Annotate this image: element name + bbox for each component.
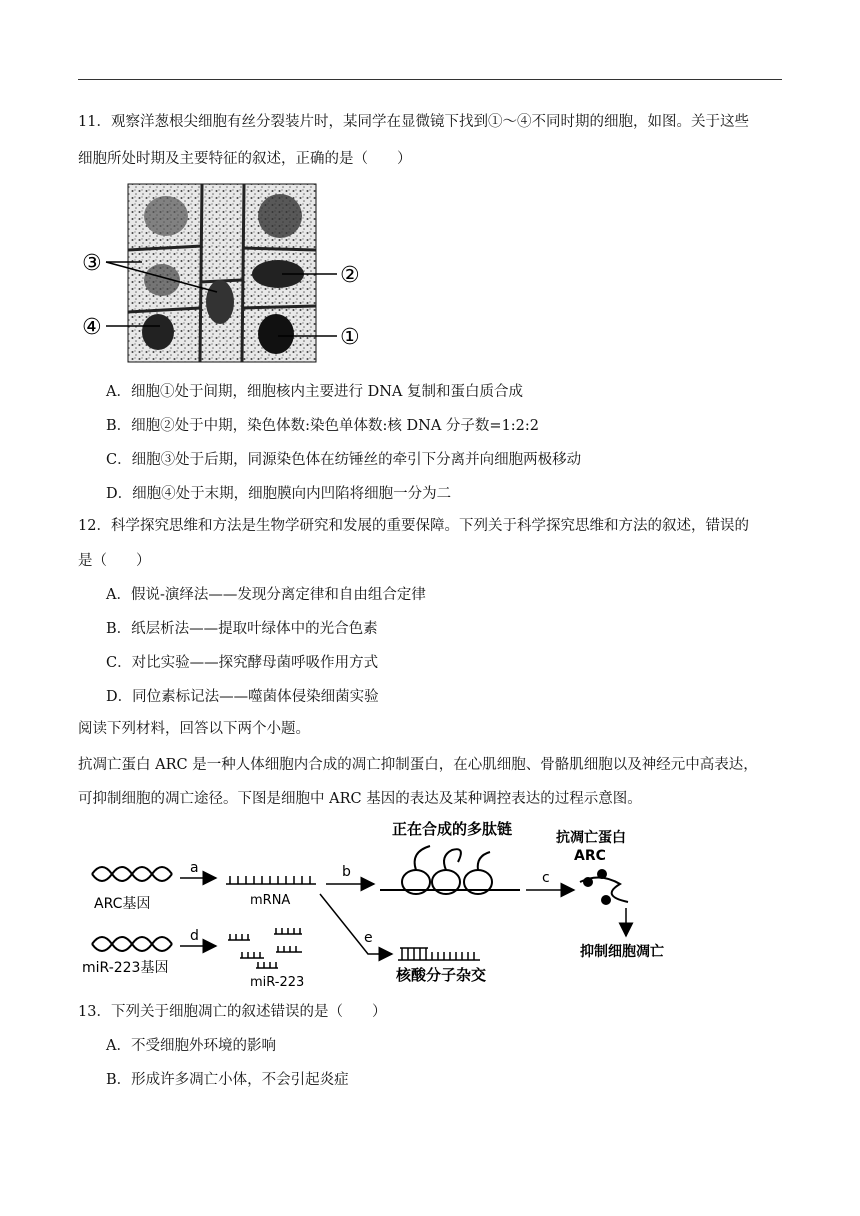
q11-option-c: C．细胞③处于后期，同源染色体在纺锤丝的牵引下分离并向细胞两极移动 <box>106 452 582 468</box>
label-3: ③ <box>82 251 102 276</box>
material-line2: 可抑制细胞的凋亡途径。下图是细胞中 ARC 基因的表达及某种调控表达的过程示意图。 <box>78 791 642 807</box>
arc-protein-label-2: ARC <box>574 848 606 864</box>
label-c: c <box>542 870 550 886</box>
q13-option-a: A．不受细胞外环境的影响 <box>106 1038 276 1054</box>
polypeptide-label: 正在合成的多肽链 <box>392 820 513 838</box>
arc-gene-helix-icon <box>92 867 172 881</box>
q11-option-d: D．细胞④处于末期，细胞膜向内凹陷将细胞一分为二 <box>106 486 452 502</box>
label-b: b <box>342 864 351 880</box>
mir223-label: miR-223 <box>250 975 305 988</box>
arrow-e <box>320 894 392 954</box>
material-line1: 抗凋亡蛋白 ARC 是一种人体细胞内合成的凋亡抑制蛋白，在心肌细胞、骨骼肌细胞以及神经元中高表达， <box>78 757 758 773</box>
mrna-strand <box>226 876 316 884</box>
q12-option-b: B．纸层析法——提取叶绿体中的光合色素 <box>106 621 378 637</box>
header-rule <box>78 79 782 80</box>
q13-stem: 13．下列关于细胞凋亡的叙述错误的是（ ） <box>78 1004 387 1020</box>
q11-stem-line1: 11．观察洋葱根尖细胞有丝分裂装片时，某同学在显微镜下找到①～④不同时期的细胞，如图。关于这些 <box>78 114 749 130</box>
mir223-fragments <box>228 928 302 968</box>
label-2: ② <box>340 263 360 288</box>
arc-expression-diagram <box>80 812 700 988</box>
arc-gene-label: ARC基因 <box>94 896 151 912</box>
mirna-gene-helix-icon <box>92 937 172 951</box>
q13-option-b: B．形成许多凋亡小体，不会引起炎症 <box>106 1072 349 1088</box>
label-4: ④ <box>82 315 102 340</box>
q12-option-d: D．同位素标记法——噬菌体侵染细菌实验 <box>106 689 379 705</box>
micrograph-figure <box>82 182 382 364</box>
mirna-gene-label: miR-223基因 <box>82 960 169 976</box>
arc-protein-label-1: 抗凋亡蛋白 <box>556 830 626 846</box>
q12-stem-line1: 12．科学探究思维和方法是生物学研究和发展的重要保障。下列关于科学探究思维和方法的叙述，错误的 <box>78 518 749 534</box>
inhibit-apoptosis-label: 抑制细胞凋亡 <box>580 944 664 960</box>
hybrid-label: 核酸分子杂交 <box>396 966 487 984</box>
label-d: d <box>190 928 199 944</box>
reading-intro: 阅读下列材料，回答以下两个小题。 <box>78 721 310 737</box>
hybrid-strand <box>398 948 480 960</box>
label-1: ① <box>340 325 360 350</box>
arc-protein-icon <box>580 870 628 904</box>
q12-option-c: C．对比实验——探究酵母菌呼吸作用方式 <box>106 655 379 671</box>
q12-stem-line2: 是（ ） <box>78 553 151 569</box>
ribosome-chain <box>380 846 520 894</box>
label-a: a <box>190 860 199 876</box>
q12-option-a: A．假说-演绎法——发现分离定律和自由组合定律 <box>106 587 426 603</box>
q11-stem-line2: 细胞所处时期及主要特征的叙述，正确的是（ ） <box>78 151 412 167</box>
mrna-label: mRNA <box>250 893 291 908</box>
label-e: e <box>364 930 373 946</box>
q11-option-a: A．细胞①处于间期，细胞核内主要进行 DNA 复制和蛋白质合成 <box>106 384 523 400</box>
q11-option-b: B．细胞②处于中期，染色体数:染色单体数:核 DNA 分子数=1:2:2 <box>106 418 540 434</box>
